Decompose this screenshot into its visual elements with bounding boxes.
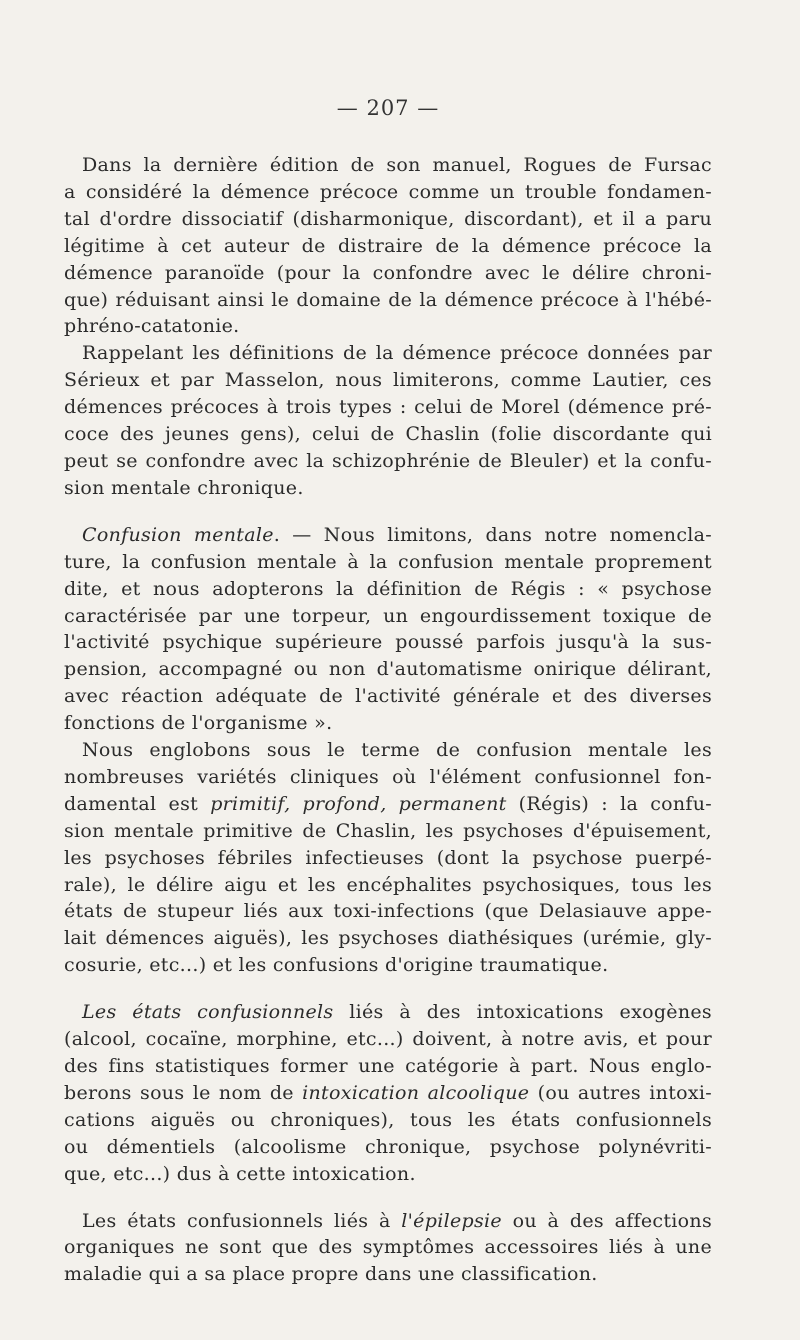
text-line: démences précoces à trois types : celui de Morel (démence pré- <box>64 396 712 419</box>
text-line: les psychoses fébriles infectieuses (dont la psychose puerpé- <box>64 846 712 869</box>
text-line: maladie qui a sa place propre dans une classification. <box>64 1263 598 1286</box>
text-line: berons sous le nom de intoxication alcoolique (ou autres intoxi- <box>64 1081 712 1104</box>
text-line: coce des jeunes gens), celui de Chaslin (folie discordante qui <box>64 423 712 446</box>
text-line: Rappelant les définitions de la démence précoce données par <box>82 342 712 365</box>
text-line: avec réaction adéquate de l'activité générale et des diverses <box>64 685 712 708</box>
text-line: peut se confondre avec la schizophrénie de Bleuler) et la confu- <box>64 449 712 472</box>
text-line: ture, la confusion mentale à la confusion mentale proprement <box>64 550 712 573</box>
text-line: lait démences aiguës), les psychoses diathésiques (urémie, gly- <box>64 927 712 950</box>
text-line: ou démentiels (alcoolisme chronique, psychose polynévriti- <box>64 1135 712 1158</box>
text-line: (alcool, cocaïne, morphine, etc...) doivent, à notre avis, et pour <box>64 1028 712 1051</box>
text-line: que, etc...) dus à cette intoxication. <box>64 1162 416 1185</box>
text-line: Nous englobons sous le terme de confusion mentale les <box>82 739 712 762</box>
text-line: sion mentale primitive de Chaslin, les psychoses d'épuisement, <box>64 819 712 842</box>
paragraph <box>64 999 712 1187</box>
page-number: — 207 — <box>336 96 440 120</box>
text-line: fonctions de l'organisme ». <box>64 712 333 735</box>
text-line: tal d'ordre dissociatif (disharmonique, discordant), et il a paru <box>64 207 712 230</box>
text-line: rale), le délire aigu et les encéphalites psychosiques, tous les <box>64 873 712 896</box>
text-line: nombreuses variétés cliniques où l'élément confusionnel fon- <box>64 765 712 788</box>
paragraph <box>64 340 712 501</box>
paragraph <box>64 1208 712 1289</box>
text-line: organiques ne sont que des symptômes accessoires liés à une <box>64 1236 712 1259</box>
paragraph <box>64 737 712 979</box>
text-line: Les états confusionnels liés à des intoxications exogènes <box>82 1001 712 1024</box>
text-line: cosurie, etc...) et les confusions d'origine traumatique. <box>64 954 609 977</box>
text-line: sion mentale chronique. <box>64 476 304 499</box>
text-line: pension, accompagné ou non d'automatisme onirique délirant, <box>64 658 712 681</box>
text-line: phréno-catatonie. <box>64 315 240 338</box>
text-line: des fins statistiques former une catégorie à part. Nous englo- <box>64 1055 712 1077</box>
text-line: a considéré la démence précoce comme un trouble fondamen- <box>64 180 712 203</box>
paragraph <box>64 152 712 340</box>
text-line: Confusion mentale. — Nous limitons, dans notre nomencla- <box>82 523 712 546</box>
text-line: Les états confusionnels liés à l'épilepsie ou à des affections <box>82 1209 713 1232</box>
body-text <box>64 152 712 1288</box>
text-line: cations aiguës ou chroniques), tous les états confusionnels <box>64 1108 712 1131</box>
document-page <box>64 96 712 1288</box>
text-line: dite, et nous adopterons la définition de Régis : « psychose <box>64 577 712 600</box>
text-line: Dans la dernière édition de son manuel, Rogues de Fursac <box>82 154 712 176</box>
text-line: damental est primitif, profond, permanent (Régis) : la confu- <box>64 792 712 815</box>
paragraph <box>64 522 712 737</box>
text-line: Sérieux et par Masselon, nous limiterons, comme Lautier, ces <box>64 369 712 392</box>
text-line: états de stupeur liés aux toxi-infections (que Delasiauve appe- <box>64 900 712 923</box>
text-line: que) réduisant ainsi le domaine de la démence précoce à l'hébé- <box>64 288 712 311</box>
text-line: l'activité psychique supérieure poussé parfois jusqu'à la sus- <box>64 631 712 654</box>
text-line: démence paranoïde (pour la confondre avec le délire chroni- <box>64 261 712 284</box>
text-line: légitime à cet auteur de distraire de la démence précoce la <box>64 234 712 257</box>
text-line: caractérisée par une torpeur, un engourdissement toxique de <box>64 604 712 627</box>
